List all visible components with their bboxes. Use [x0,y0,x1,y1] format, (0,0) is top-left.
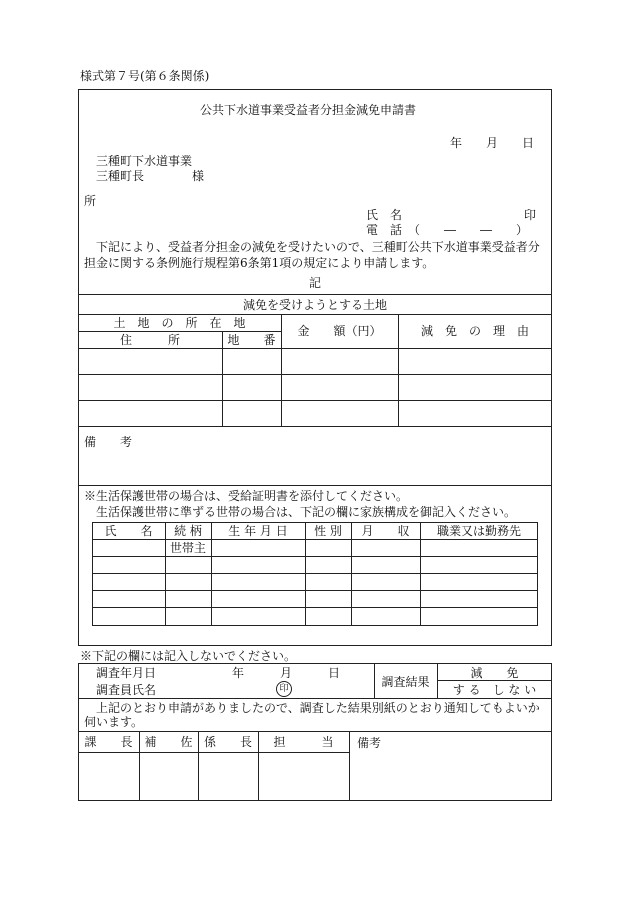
divider [92,539,538,540]
family-header-occupation: 職業又は勤務先 [436,524,521,538]
address-label: 所 [84,194,97,208]
divider [92,607,538,608]
survey-date-fields: 年 月 日 [232,666,341,680]
divider [92,556,538,557]
divider [349,731,350,801]
welfare-note1: ※生活保護世帯の場合は、受給証明書を添付してください。 [84,489,409,503]
divider [92,590,538,591]
addressee-line2: 三種町長 様 [96,169,205,183]
address-header: 住 所 [119,333,180,347]
form-title: 公共下水道事業受益者分担金減免申請書 [200,103,417,117]
office-note: ※下記の欄には記入しないでください。 [80,649,297,663]
divider [92,573,538,574]
report-line1: 上記のとおり申請がありましたので、調査した結果別紙のとおり通知してもよいか [96,701,540,715]
survey-date-label: 調査年月日 [96,666,157,680]
reason-header: 減 免 の 理 由 [420,324,529,338]
request-text-line1: 下記により、受益者分担金の減免を受けたいので、三種町公共下水道事業受益者分 [96,240,540,254]
divider [78,485,552,486]
applicant-name-label: 氏 名 [366,208,403,222]
form-number: 様式第７号(第６条関係) [80,69,210,83]
location-header: 土 地 の 所 在 地 [113,316,246,330]
remarks-label: 備 考 [84,435,133,449]
result-label: 調査結果 [381,675,430,689]
amount-header: 金 額（円） [297,324,382,338]
divider [437,680,552,681]
welfare-note2: 生活保護世帯に準ずる世帯の場合は、下記の欄に家族構成を御記入ください。 [96,505,517,519]
divider [211,522,212,626]
divider [165,522,166,626]
request-text-line2: 担金に関する条例施行規程第6条第1項の規定により申請します。 [84,256,435,270]
divider [78,400,552,401]
land-section-title: 減免を受けようとする土地 [242,298,387,312]
divider [420,522,421,626]
result-exemption: 減 免 [470,666,519,680]
family-header-birthdate: 生 年 月 日 [228,524,288,538]
divider [78,426,552,427]
approval-subsection-chief: 係 長 [203,735,252,749]
approval-assistant: 補 佐 [144,735,193,749]
addressee-line1: 三種町下水道事業 [96,154,193,168]
report-line2: 伺います。 [84,715,144,729]
head-of-household-label: 世帯主 [169,541,206,555]
divider [78,698,552,699]
divider [78,348,552,349]
divider [351,522,352,626]
divider [78,314,552,315]
approval-remarks-label: 備考 [357,736,382,750]
family-header-name: 氏 名 [104,524,153,538]
date-field: 年 月 日 [450,136,535,150]
divider [305,522,306,626]
family-header-income: 月 収 [361,524,410,538]
seal-mark-icon: 印 [276,681,292,697]
phone-label: 電 話 （ ― ― ） [366,223,529,237]
family-header-sex: 性 別 [314,524,342,538]
lot-header: 地 番 [227,333,276,347]
divider [78,331,281,332]
approval-staff: 担 当 [273,735,334,749]
divider [78,752,349,753]
divider [78,731,552,732]
divider [78,374,552,375]
ki-heading: 記 [309,276,322,290]
family-header-relation: 続 柄 [174,524,202,538]
divider [78,294,552,295]
surveyor-label: 調査員氏名 [96,683,157,697]
result-yes-no: す る し な い [452,683,537,697]
approval-section-chief: 課 長 [84,735,133,749]
seal-label: 印 [524,208,537,222]
